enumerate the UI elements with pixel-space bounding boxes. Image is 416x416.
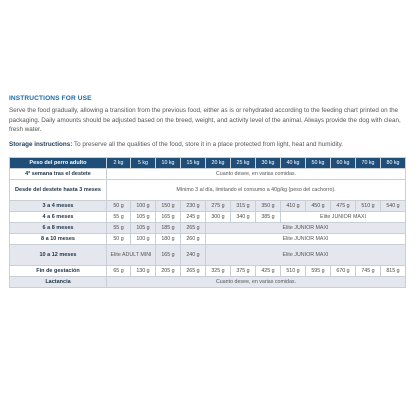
row-label: 4ª semana tras el destete	[10, 169, 107, 180]
weight-2kg: 2 kg	[107, 158, 131, 169]
table-cell: 65 g	[107, 266, 131, 277]
table-cell: 815 g	[381, 266, 406, 277]
table-cell: 300 g	[206, 212, 231, 223]
table-cell: 205 g	[156, 266, 181, 277]
table-cell: 100 g	[131, 234, 156, 245]
table-cell: 375 g	[231, 266, 256, 277]
merged-cell: Elite JUNIOR MAXI	[206, 234, 406, 245]
table-cell: 350 g	[256, 201, 281, 212]
table-cell: 105 g	[131, 223, 156, 234]
row-label: 4 a 6 meses	[10, 212, 107, 223]
table-cell: 50 g	[107, 201, 131, 212]
storage-paragraph	[9, 140, 405, 149]
table-cell: 100 g	[131, 201, 156, 212]
weight-20kg: 20 kg	[206, 158, 231, 169]
table-cell: 180 g	[156, 234, 181, 245]
table-cell: 165 g	[156, 212, 181, 223]
weight-60kg: 60 kg	[331, 158, 356, 169]
table-cell: 275 g	[206, 201, 231, 212]
feeding-table	[9, 157, 406, 288]
row-label: 10 a 12 meses	[10, 245, 107, 266]
row-label: Lactancia	[10, 277, 107, 288]
table-cell: 240 g	[181, 245, 206, 266]
merged-cell: Mínimo 3 al día, limitando el consumo a 40g/kg (peso del cachorro).	[107, 180, 406, 201]
table-cell: 540 g	[381, 201, 406, 212]
table-row	[10, 212, 406, 223]
table-row	[10, 201, 406, 212]
row-label: 8 a 10 meses	[10, 234, 107, 245]
table-row	[10, 245, 406, 266]
storage-text: To preserve all the qualities of the food, store it in a place protected from light, heat and humidity.	[73, 141, 344, 148]
weight-header-row	[10, 158, 406, 169]
merged-cell: Cuanto desee, en varias comidas.	[107, 169, 406, 180]
weight-5kg: 5 kg	[131, 158, 156, 169]
weight-50kg: 50 kg	[306, 158, 331, 169]
table-cell: 450 g	[306, 201, 331, 212]
table-cell: 245 g	[181, 212, 206, 223]
table-cell: 130 g	[131, 266, 156, 277]
table-row	[10, 234, 406, 245]
table-cell: 340 g	[231, 212, 256, 223]
row-label: 6 a 8 meses	[10, 223, 107, 234]
storage-label: Storage instructions:	[9, 141, 73, 148]
table-cell: 510 g	[356, 201, 381, 212]
weight-40kg: 40 kg	[281, 158, 306, 169]
table-cell: 55 g	[107, 223, 131, 234]
merged-cell: Elite JUNIOR MAXI	[206, 245, 406, 266]
weight-80kg: 80 kg	[381, 158, 406, 169]
table-row	[10, 169, 406, 180]
table-cell: 745 g	[356, 266, 381, 277]
weight-30kg: 30 kg	[256, 158, 281, 169]
table-cell: 475 g	[331, 201, 356, 212]
instructions-heading: INSTRUCTIONS FOR USE	[9, 95, 92, 102]
row-label: Desde del destete hasta 3 meses	[10, 180, 107, 201]
merged-cell: Cuanto desee, en varias comidas.	[107, 277, 406, 288]
table-row	[10, 277, 406, 288]
table-cell: 510 g	[281, 266, 306, 277]
weight-70kg: 70 kg	[356, 158, 381, 169]
table-cell: 165 g	[156, 245, 181, 266]
table-cell: 230 g	[181, 201, 206, 212]
weight-25kg: 25 kg	[231, 158, 256, 169]
table-row	[10, 180, 406, 201]
table-cell: 105 g	[131, 212, 156, 223]
table-cell: 150 g	[156, 201, 181, 212]
table-row	[10, 223, 406, 234]
merged-cell: Elite ADULT MINI	[107, 245, 156, 266]
table-cell: 185 g	[156, 223, 181, 234]
table-cell: 315 g	[231, 201, 256, 212]
table-cell: 410 g	[281, 201, 306, 212]
table-cell: 260 g	[181, 234, 206, 245]
table-cell: 670 g	[331, 266, 356, 277]
table-cell: 50 g	[107, 234, 131, 245]
table-cell: 325 g	[206, 266, 231, 277]
table-cell: 385 g	[256, 212, 281, 223]
weight-header-label: Peso del perro adulto	[10, 158, 107, 169]
table-cell: 595 g	[306, 266, 331, 277]
table-cell: 425 g	[256, 266, 281, 277]
table-cell: 265 g	[181, 266, 206, 277]
table-cell: 55 g	[107, 212, 131, 223]
intro-paragraph: Serve the food gradually, allowing a transition from the previous food, either as is or rehydrated according to the feeding chart printed on the packaging. Daily amounts should be adjusted based on the breed, weight, and activity level of the animal. Always provide the dog with clean, fresh water.	[9, 107, 401, 134]
merged-cell: Elite JUNIOR MAXI	[281, 212, 406, 223]
row-label: 3 a 4 meses	[10, 201, 107, 212]
table-cell: 265 g	[181, 223, 206, 234]
weight-15kg: 15 kg	[181, 158, 206, 169]
merged-cell: Elite JUNIOR MAXI	[206, 223, 406, 234]
weight-10kg: 10 kg	[156, 158, 181, 169]
row-label: Fin de gestación	[10, 266, 107, 277]
table-row	[10, 266, 406, 277]
